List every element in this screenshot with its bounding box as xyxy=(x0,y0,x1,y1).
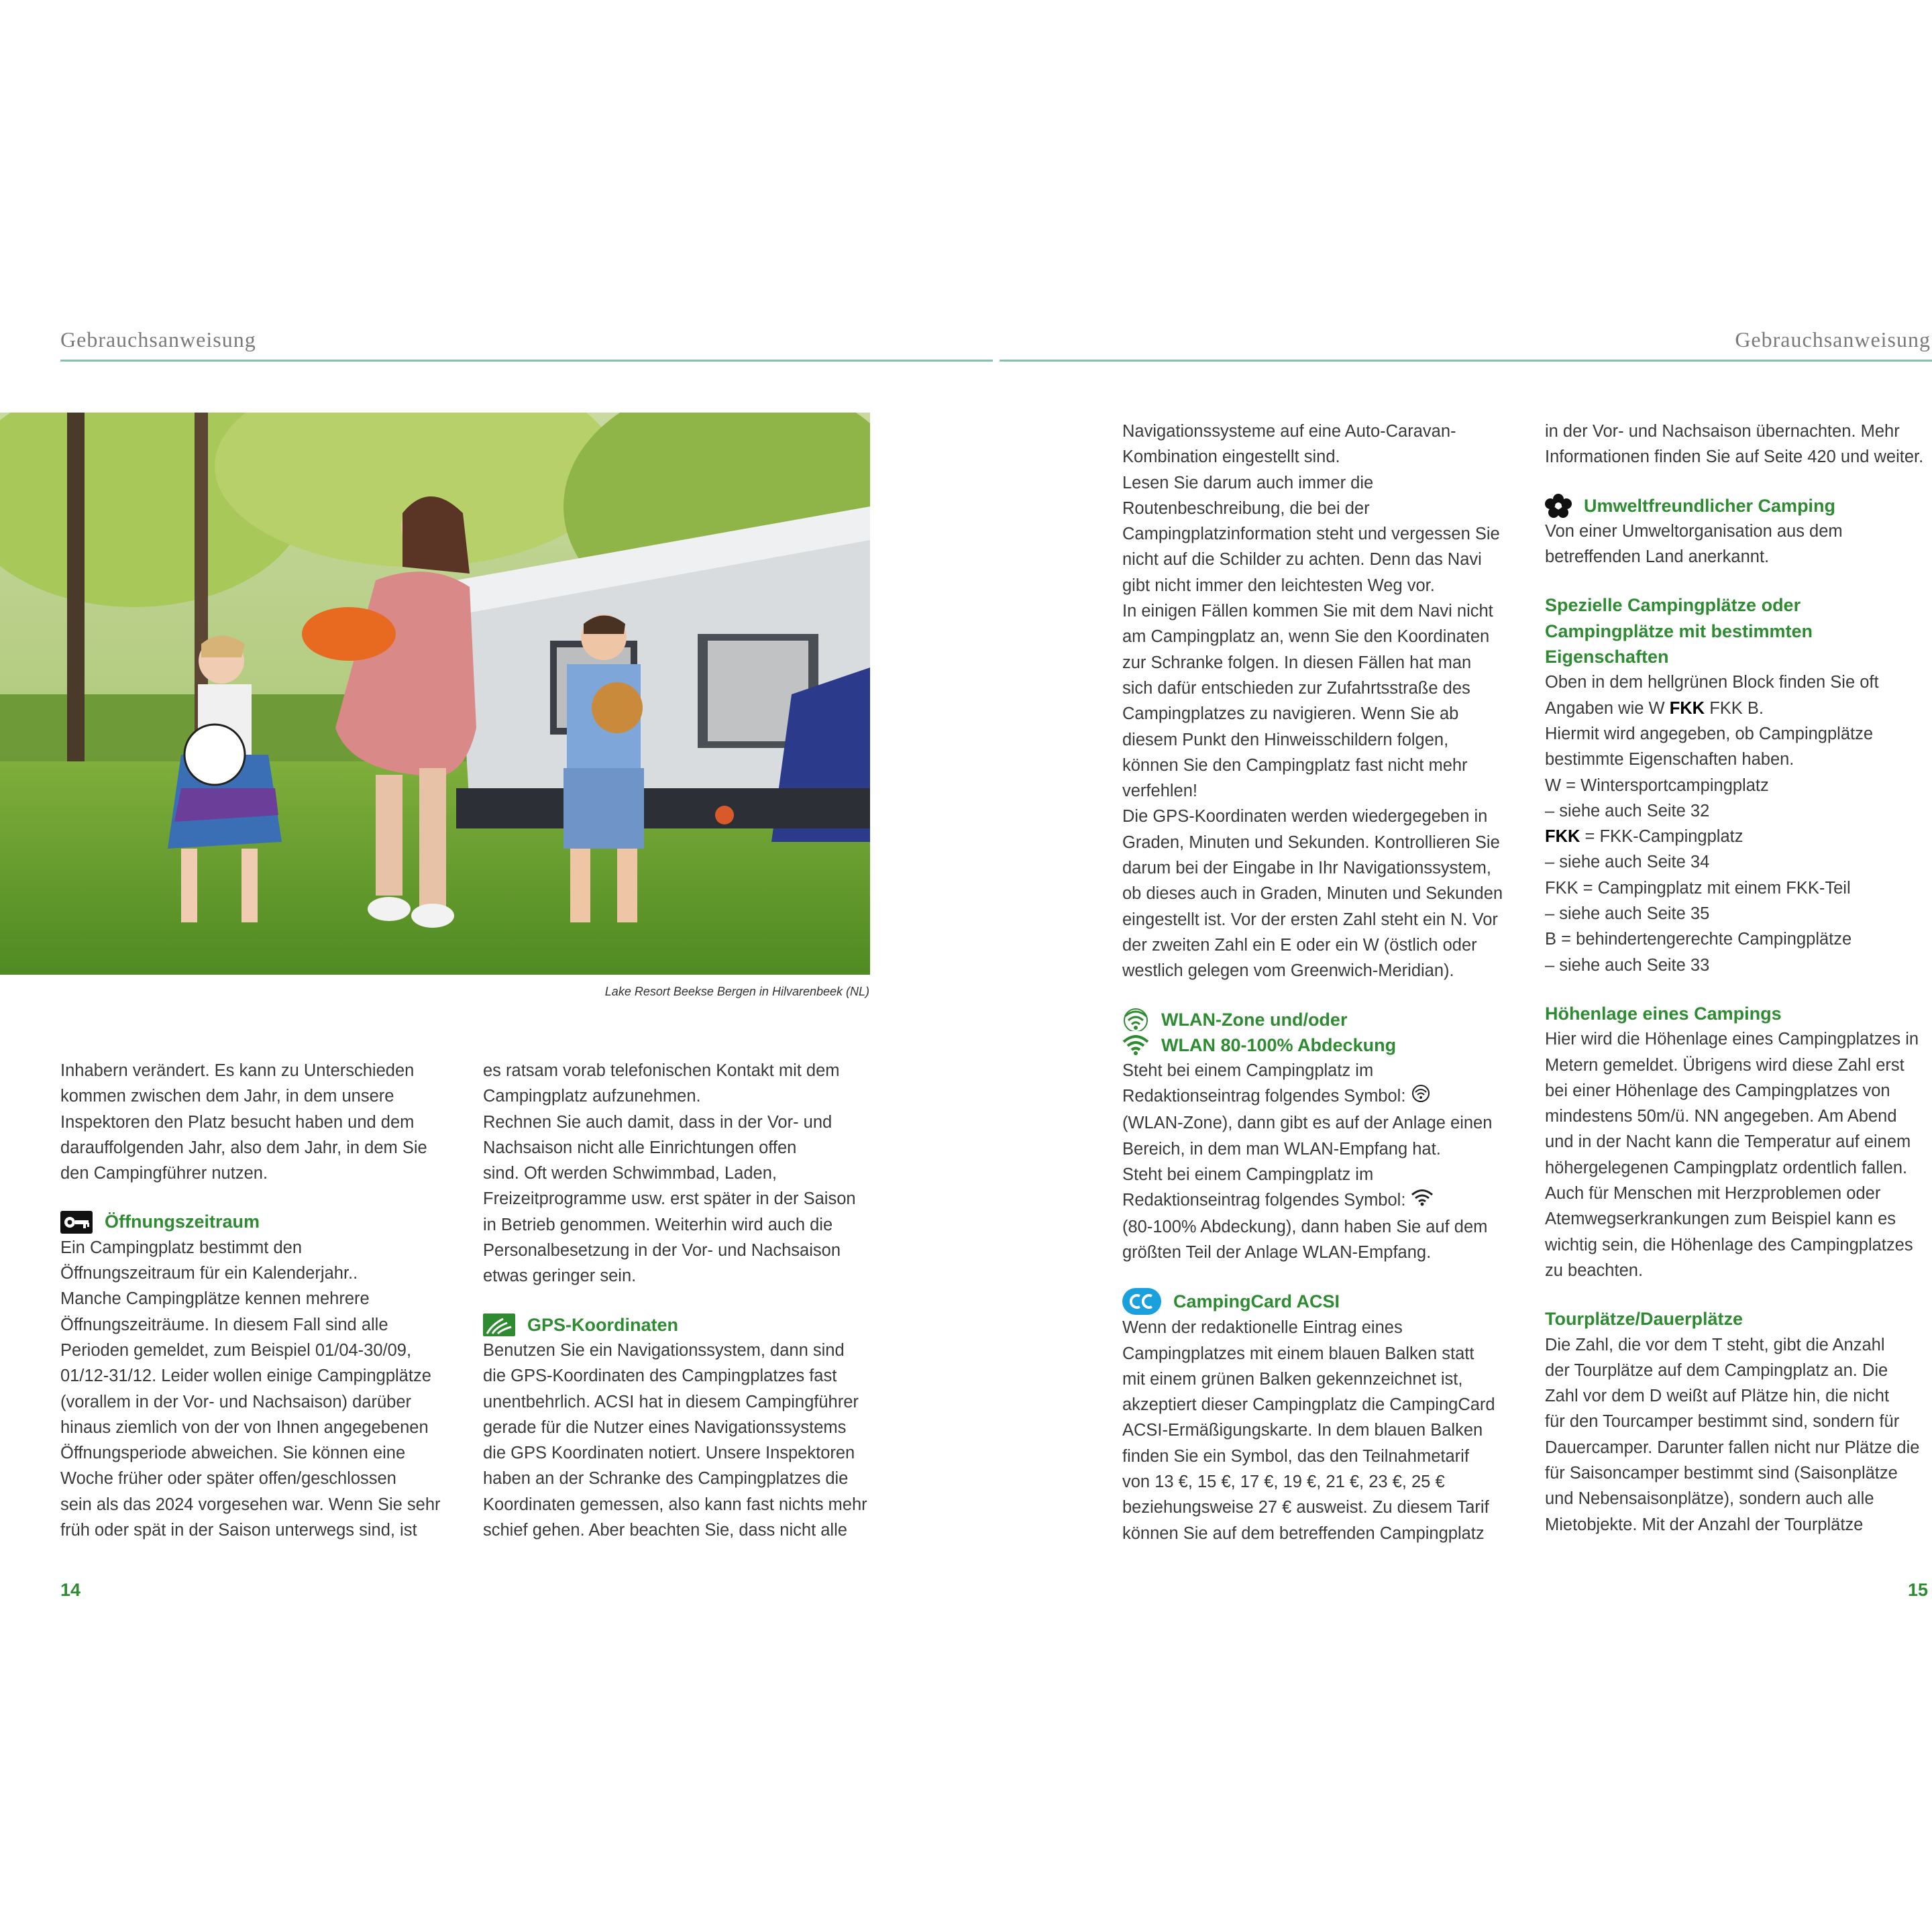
text-line: beziehungsweise 27 € ausweist. Zu diesem Tarif xyxy=(1122,1498,1489,1517)
text-line: etwas geringer sein. xyxy=(483,1267,637,1286)
text-line: Kombination eingestellt sind. xyxy=(1122,447,1340,467)
text-line: Campingplatz aufzunehmen. xyxy=(483,1087,701,1106)
text-line: westlich gelegen vom Greenwich-Meridian). xyxy=(1122,961,1454,981)
text-line: sein als das 2024 vorgesehen war. Wenn Sie sehr xyxy=(60,1495,441,1514)
text-line: Koordinaten gemessen, also kann fast nichts mehr xyxy=(483,1495,867,1514)
text-line: darauffolgenden Jahr, also dem Jahr, in dem Sie xyxy=(60,1138,427,1157)
wifi-zone-icon xyxy=(1411,1084,1431,1110)
running-header-left: Gebrauchsanweisung xyxy=(60,327,256,352)
section-title: Eigenschaften xyxy=(1545,647,1669,667)
text-line: Öffnungszeiträume. In diesem Fall sind alle xyxy=(60,1315,388,1334)
text-line: Steht bei einem Campingplatz im xyxy=(1122,1165,1374,1184)
section-heading-campingcard xyxy=(1122,1288,1511,1315)
section-title: Umweltfreundlicher Camping xyxy=(1584,495,1836,516)
text-line: FKK = Campingplatz mit einem FKK-Teil xyxy=(1545,878,1851,898)
text-line: der zweiten Zahl ein E oder ein W (östlich oder xyxy=(1122,935,1477,955)
page-number-left: 14 xyxy=(60,1580,81,1600)
section-heading-wlan-coverage xyxy=(1122,1032,1511,1058)
header-rule-right xyxy=(1000,360,1932,362)
text-line: Von einer Umweltorganisation aus dem xyxy=(1545,521,1843,541)
text-line: Mietobjekte. Mit der Anzahl der Tourplätze xyxy=(1545,1515,1864,1534)
text-line: Nachsaison nicht alle Einrichtungen offen xyxy=(483,1138,797,1157)
text-line: darum bei der Eingabe in Ihr Navigationssystem, xyxy=(1122,859,1491,878)
text-line: zu beachten. xyxy=(1545,1260,1644,1280)
wifi-full-icon xyxy=(1411,1188,1434,1214)
text-line: haben an der Schranke des Campingplatzes die xyxy=(483,1469,849,1489)
text-line: gerade für die Nutzer eines Navigationssystems xyxy=(483,1417,847,1437)
text-line: und Nebensaisonplätze), sondern auch alle xyxy=(1545,1489,1874,1509)
text-line: Wenn der redaktionelle Eintrag eines xyxy=(1122,1318,1403,1338)
text-line: Die GPS-Koordinaten werden wiedergegeben in xyxy=(1122,807,1488,826)
text-line: – siehe auch Seite 32 xyxy=(1545,801,1710,820)
text-line: bei einer Höhenlage des Campingplatzes von xyxy=(1545,1081,1890,1100)
section-heading-hoehenlage: Höhenlage eines Campings xyxy=(1545,1003,1782,1024)
text-line: Perioden gemeldet, zum Beispiel 01/04-30/09, xyxy=(60,1340,412,1360)
section-title: Öffnungszeitraum xyxy=(105,1212,260,1232)
text-line: Öffnungszeitraum für ein Kalenderjahr.. xyxy=(60,1264,358,1283)
text-line: Graden, Minuten und Sekunden. Kontrollieren Sie xyxy=(1122,833,1500,852)
section-title: Spezielle Campingplätze oder xyxy=(1545,595,1801,616)
text-line: kommen zwischen dem Jahr, in dem unsere xyxy=(60,1087,394,1106)
text-line: für den Tourcamper bestimmt sind, sondern für xyxy=(1545,1412,1900,1432)
text-line: Oben in dem hellgrünen Block finden Sie oft xyxy=(1545,673,1879,692)
key-icon xyxy=(60,1211,93,1234)
text-line: diesem Punkt den Hinweisschildern folgen, xyxy=(1122,730,1449,749)
section-heading-umwelt xyxy=(1545,493,1931,519)
text-line: gibt nicht immer den leichtesten Weg vor. xyxy=(1122,576,1435,595)
column-1 xyxy=(60,1058,449,1543)
text-line: Redaktionseintrag folgendes Symbol: xyxy=(1122,1187,1511,1214)
text-line: Ein Campingplatz bestimmt den xyxy=(60,1238,303,1257)
text-line: verfehlen! xyxy=(1122,782,1197,801)
header-rule-left xyxy=(60,360,993,362)
text-line: W = Wintersportcampingplatz xyxy=(1545,775,1769,795)
fkk-bold-label: FKK xyxy=(1545,827,1580,847)
text-line: FKK = FKK-Campingplatz xyxy=(1545,827,1743,847)
text-line: es ratsam vorab telefonischen Kontakt mit dem xyxy=(483,1061,840,1080)
text-line: In einigen Fällen kommen Sie mit dem Navi nicht xyxy=(1122,602,1493,621)
text-line: Inspektoren den Platz besucht haben und dem xyxy=(60,1112,415,1132)
text-line: Routenbeschreibung, die bei der xyxy=(1122,498,1370,518)
text-line: können Sie den Campingplatz fast nicht mehr xyxy=(1122,755,1468,775)
text-line: Dauercamper. Darunter fallen nicht nur Plätze die xyxy=(1545,1438,1920,1457)
text-line: Manche Campingplätze kennen mehrere xyxy=(60,1289,370,1309)
section-title: Campingplätze mit bestimmten xyxy=(1545,621,1813,641)
section-heading-wlan-zone xyxy=(1122,1007,1511,1032)
text-line: zur Schranke folgen. In diesen Fällen hat man xyxy=(1122,653,1472,672)
text-line: Campingplatzes mit einem blauen Balken statt xyxy=(1122,1344,1474,1363)
fkk-bold-label: FKK xyxy=(1669,698,1705,718)
text-line: ACSI-Ermäßigungskarte. In dem blauen Balken xyxy=(1122,1421,1483,1440)
text-line: höhergelegenen Campingplatz ordentlich fallen. xyxy=(1545,1158,1908,1177)
text-line: finden Sie ein Symbol, das den Teilnahmetarif xyxy=(1122,1446,1469,1466)
text-line: früh oder spät in der Saison unterwegs sind, ist xyxy=(60,1521,417,1540)
text-line: (80-100% Abdeckung), dann haben Sie auf dem xyxy=(1122,1217,1488,1236)
text-line: Campingplatzes zu navigieren. Wenn Sie ab xyxy=(1122,704,1459,724)
section-heading-tourplaetze: Tourplätze/Dauerplätze xyxy=(1545,1309,1743,1330)
text-line: in Betrieb genommen. Weiterhin wird auch die xyxy=(483,1215,833,1234)
text-line: bestimmte Eigenschaften haben. xyxy=(1545,750,1794,769)
text-line: Bereich, in dem man WLAN-Empfang hat. xyxy=(1122,1139,1441,1159)
text-line: B = behindertengerechte Campingplätze xyxy=(1545,930,1852,949)
wifi-zone-icon xyxy=(1122,1008,1149,1031)
text-line: sind. Oft werden Schwimmbad, Laden, xyxy=(483,1164,777,1183)
page-number-right: 15 xyxy=(1907,1580,1928,1600)
text-line: Personalbesetzung in der Vor- und Nachsaison xyxy=(483,1241,841,1260)
section-title: CampingCard ACSI xyxy=(1173,1291,1340,1312)
text-line: 01/12-31/12. Leider wollen einige Campingplätze xyxy=(60,1366,431,1386)
text-line: den Campingführer nutzen. xyxy=(60,1164,268,1183)
text-line: größten Teil der Anlage WLAN-Empfang. xyxy=(1122,1242,1432,1262)
text-line: mit einem grünen Balken gekennzeichnet ist, xyxy=(1122,1369,1463,1389)
text-line: Benutzen Sie ein Navigationssystem, dann sind xyxy=(483,1340,845,1360)
section-title: GPS-Koordinaten xyxy=(527,1314,679,1335)
text-line: am Campingplatz an, wenn Sie den Koordinaten xyxy=(1122,627,1490,647)
text-line: Hier wird die Höhenlage eines Campingplatzes in xyxy=(1545,1030,1919,1049)
column-3 xyxy=(1122,419,1511,1546)
wifi-full-icon xyxy=(1122,1035,1149,1055)
text-line: Auch für Menschen mit Herzproblemen oder xyxy=(1545,1184,1881,1203)
section-title: WLAN-Zone und/oder xyxy=(1161,1009,1348,1030)
text-line: (vorallem in der Vor- und Nachsaison) darüber xyxy=(60,1392,411,1411)
text-line: Metern gemeldet. Übrigens wird diese Zahl erst xyxy=(1545,1055,1904,1075)
text-line: Rechnen Sie auch damit, dass in der Vor- und xyxy=(483,1112,833,1132)
text-line: die GPS-Koordinaten des Campingplatzes fast xyxy=(483,1366,837,1386)
gps-icon xyxy=(483,1313,515,1336)
text-line: Atemwegserkrankungen zum Beispiel kann es xyxy=(1545,1210,1896,1229)
text-line: Lesen Sie darum auch immer die xyxy=(1122,473,1374,492)
text-line: Informationen finden Sie auf Seite 420 und weiter. xyxy=(1545,447,1924,467)
column-2 xyxy=(483,1058,872,1543)
text-line: ob dieses auch in Graden, Minuten und Sekunden xyxy=(1122,884,1503,904)
text-line: für Saisoncamper bestimmt sind (Saisonplätze xyxy=(1545,1463,1898,1483)
text-line: akzeptiert dieser Campingplatz die CampingCard xyxy=(1122,1395,1495,1415)
text-line: in der Vor- und Nachsaison übernachten. Mehr xyxy=(1545,422,1900,441)
text-line: (WLAN-Zone), dann gibt es auf der Anlage einen xyxy=(1122,1114,1493,1133)
running-header-right: Gebrauchsanweisung xyxy=(1735,327,1931,352)
text-line: Die Zahl, die vor dem T steht, gibt die Anzahl xyxy=(1545,1335,1885,1354)
text-line: und in der Nacht kann die Temperatur auf einem xyxy=(1545,1132,1911,1152)
text-line: betreffenden Land anerkannt. xyxy=(1545,547,1770,567)
column-4 xyxy=(1545,419,1931,1538)
text-line: die GPS Koordinaten notiert. Unsere Inspektoren xyxy=(483,1444,855,1463)
campingcard-icon xyxy=(1122,1288,1161,1315)
text-line: schief gehen. Aber beachten Sie, dass nicht alle xyxy=(483,1521,847,1540)
text-line: Woche früher oder später offen/geschlossen xyxy=(60,1469,396,1489)
text-line: Zahl vor dem D weißt auf Plätze hin, die nicht xyxy=(1545,1387,1890,1406)
text-line: Öffnungsperiode abweichen. Sie können eine xyxy=(60,1444,406,1463)
text-line: von 13 €, 15 €, 17 €, 19 €, 21 €, 23 €, 25 € xyxy=(1122,1472,1445,1491)
section-title: WLAN 80-100% Abdeckung xyxy=(1161,1034,1397,1055)
text-line: nicht auf die Schilder zu achten. Denn das Navi xyxy=(1122,550,1482,570)
flower-icon xyxy=(1545,494,1572,518)
text-line: wichtig sein, die Höhenlage des Campingplatzes xyxy=(1545,1235,1913,1254)
section-heading-gps xyxy=(483,1312,872,1338)
text-line: der Tourplätze auf dem Campingplatz an. Die xyxy=(1545,1360,1888,1380)
text-line: unentbehrlich. ACSI hat in diesem Campingführer xyxy=(483,1392,859,1411)
text-line: Redaktionseintrag folgendes Symbol: xyxy=(1122,1083,1511,1110)
text-line: Hiermit wird angegeben, ob Campingplätze xyxy=(1545,724,1874,743)
text-line: – siehe auch Seite 35 xyxy=(1545,904,1710,924)
text-line: sich dafür entschieden zur Zufahrtsstraße des xyxy=(1122,678,1470,698)
text-line: mindestens 50m/ü. NN angegeben. Am Abend xyxy=(1545,1107,1897,1126)
text-line: Inhabern verändert. Es kann zu Unterschieden xyxy=(60,1061,415,1080)
text-line: Navigationssysteme auf eine Auto-Caravan- xyxy=(1122,422,1456,441)
text-line: Angaben wie W FKK FKK B. xyxy=(1545,698,1764,718)
text-line: eingestellt ist. Vor der ersten Zahl steht ein N. Vor xyxy=(1122,910,1498,929)
text-line: hinaus ziemlich von der von Ihnen angegebenen xyxy=(60,1417,429,1437)
text-line: können Sie auf dem betreffenden Campingplatz xyxy=(1122,1523,1485,1543)
photo-caption: Lake Resort Beekse Bergen in Hilvarenbeek (NL) xyxy=(604,985,869,998)
camping-family-photo xyxy=(0,413,870,975)
section-heading-oeffnungszeitraum xyxy=(60,1209,449,1234)
text-line: – siehe auch Seite 33 xyxy=(1545,955,1710,975)
text-line: – siehe auch Seite 34 xyxy=(1545,853,1710,872)
section-heading-spezielle xyxy=(1545,592,1931,669)
text-line: Campingplatzinformation steht und vergessen Sie xyxy=(1122,525,1500,544)
text-line: Steht bei einem Campingplatz im xyxy=(1122,1061,1374,1081)
text-line: Freizeitprogramme usw. erst später in der Saison xyxy=(483,1189,856,1209)
